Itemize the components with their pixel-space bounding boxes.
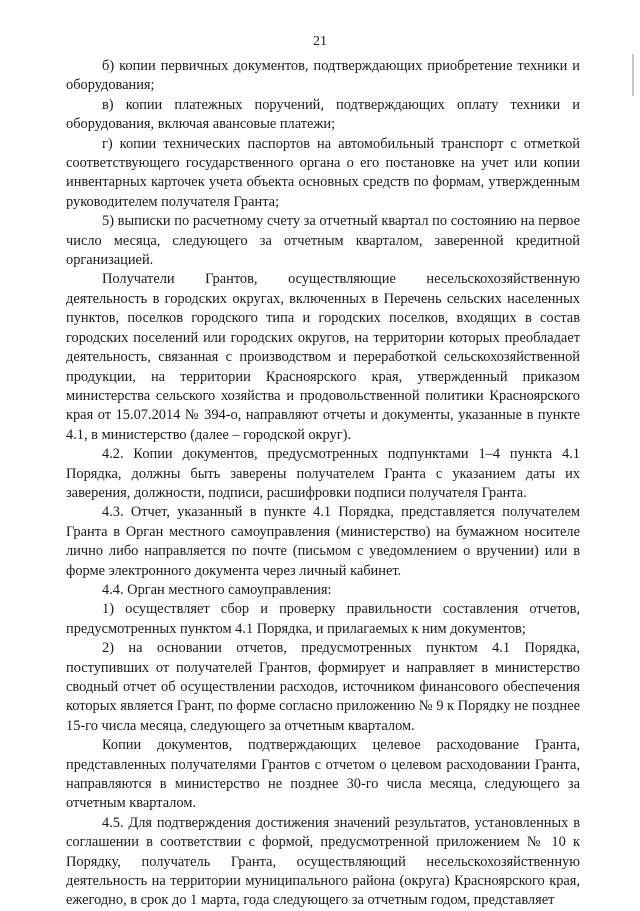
- paragraph-copies: Копии документов, подтверждающих целевое расходование Гранта, представленных получателями Грантов с отчетом о целевом расходовании Гранта, направляются в министерство не позднее 30-го числа месяца, следующего за отчетным кварталом.: [66, 737, 580, 812]
- paragraph-item-b: б) копии первичных документов, подтверждающих приобретение техники и оборудования;: [66, 58, 580, 94]
- paragraph-4-4-2: 2) на основании отчетов, предусмотренных пунктом 4.1 Порядка, поступивших от получателей Грантов, формирует и направляет в министерство сводный отчет об осуществлении расходов, источником финансового обеспечения которых является Грант, по форме согласно приложению № 9 к Порядку не позднее 15-го числа месяца, следующего за отчетным кварталом.: [66, 640, 580, 734]
- paragraph-4-4-1: 1) осуществляет сбор и проверку правильности составления отчетов, предусмотренных пунктом 4.1 Порядка, и прилагаемых к ним документов;: [66, 601, 580, 637]
- paragraph-4-4: 4.4. Орган местного самоуправления:: [102, 581, 332, 598]
- paragraph-4-5: 4.5. Для подтверждения достижения значений результатов, установленных в соглашении в соответствии с формой, предусмотренной приложением № 10 к Порядку, получатель Гранта, осуществляющий несельскохозяйственную деятельность на территории муниципального района (округа) Красноярского края, ежегодно, в срок до 1 марта, года следующего за отчетным годом, представляет: [66, 814, 580, 909]
- paragraph-item-g: г) копии технических паспортов на автомобильный транспорт с отметкой соответствующего государственного органа о его постановке на учет или копии инвентарных карточек учета объекта основных средств по формам, утвержденным руководителем получателя Гранта;: [66, 135, 580, 210]
- document-body: [66, 57, 580, 911]
- paragraph-4-2: 4.2. Копии документов, предусмотренных подпунктами 1–4 пункта 4.1 Порядка, должны быть заверены получателем Гранта с указанием даты их заверения, должности, подписи, расшифровки подписи получателя Гранта.: [66, 446, 580, 501]
- paragraph-item-5: 5) выписки по расчетному счету за отчетный квартал по состоянию на первое число месяца, следующего за отчетным кварталом, заверенной кредитной организацией.: [66, 213, 580, 269]
- page-number: 21: [313, 34, 327, 49]
- paragraph-item-v: в) копии платежных поручений, подтверждающих оплату техники и оборудования, включая авансовые платежи;: [66, 96, 580, 133]
- paragraph-4-3: 4.3. Отчет, указанный в пункте 4.1 Порядка, представляется получателем Гранта в Орган местного самоуправления (министерство) на бумажном носителе лично либо направляется по почте (письмом с уведомлением о вручении) или в форме электронного документа через личный кабинет.: [66, 504, 580, 579]
- paragraph-recipients: Получатели Грантов, осуществляющие несельскохозяйственную деятельность в городских округах, включенных в Перечень сельских населенных пунктов, поселков городского типа и городских поселков, входящих в состав городских поселений или городских округов, на территории которых преобладает деятельность, связанная с производством и переработкой сельскохозяйственной продукции, на территории Красноярского края, утвержденный приказом министерства сельского хозяйства и продовольственной политики Красноярского края от 15.07.2014 № 394-о, направляют отчеты и документы, указанные в пункте 4.1, в министерство (далее – городской округ).: [66, 271, 580, 443]
- page-edge-mark: [632, 54, 634, 96]
